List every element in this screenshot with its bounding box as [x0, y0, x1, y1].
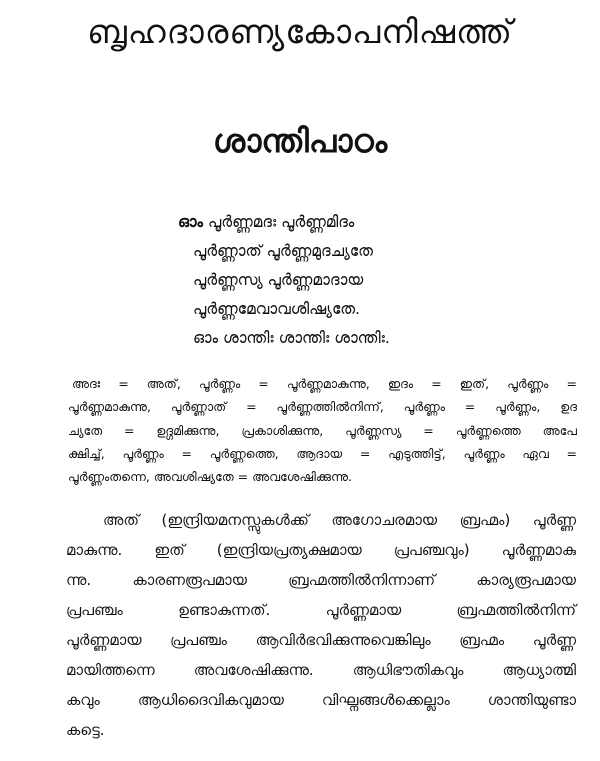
glossary-line: അദഃ = അത്, പൂർണ്ണം = പൂർണ്ണമാകുന്നു, ഇദം = ഇത്, പൂർണ്ണം =: [72, 376, 577, 391]
commentary-line: മായിത്തന്നെ അവശേഷിക്കുന്നു. ആധിഭൗതികവും ആധ്യാത്മി: [66, 661, 576, 679]
om-syllable: ഓം: [178, 213, 204, 231]
verse-line: [178, 208, 513, 237]
commentary-line: അത് (ഇന്ദ്രിയമനസ്സുകൾക്ക് അഗോചരമായ ബ്രഹ്മം) പൂർണ്ണ: [103, 511, 576, 529]
commentary-line: ന്നു. കാരണരൂപമായ ബ്രഹ്മത്തിൽനിന്നാണ് കാര്യരൂപമായ: [66, 571, 576, 589]
commentary-paragraph: [66, 505, 576, 745]
glossary-line: ക്ഷിച്ച്, പൂർണ്ണം = പൂർണ്ണത്തെ, ആദായ = എടുത്തിട്ട്, പൂർണ്ണം ഏവ =: [68, 445, 577, 461]
verse-line: പൂർണ്ണമേവാവശിഷ്യതേ.: [193, 300, 360, 318]
shanti-mantra-verse: [178, 208, 513, 353]
glossary-line: പൂർണ്ണംതന്നെ, അവശിഷ്യതേ = അവശേഷിക്കുന്നു.: [68, 469, 352, 485]
verse-line: പൂർണ്ണസ്യ പൂർണ്ണമാദായ: [193, 271, 364, 289]
book-title: ബൃഹദാരണ്യകോപനിഷത്ത്: [87, 12, 513, 51]
verse-line: പൂർണ്ണാത് പൂർണ്ണമുദച്യതേ: [193, 242, 373, 260]
glossary-line: പൂർണ്ണമാകുന്നു, പൂർണ്ണാത് = പൂർണ്ണത്തിൽനിന്ന്, പൂർണ്ണം = പൂർണ്ണം, ഉദ: [68, 399, 577, 415]
commentary-line: പ്രപഞ്ചം ഉണ്ടാകുന്നത്. പൂർണ്ണമായ ബ്രഹ്മത്തിൽനിന്ന്: [66, 601, 576, 619]
verse-line-text: പൂർണ്ണമദഃ പൂർണ്ണമിദം: [207, 213, 355, 231]
section-title: ശാന്തിപാഠം: [212, 122, 388, 160]
commentary-line: മാകുന്നു. ഇത് (ഇന്ദ്രിയപ്രത്യക്ഷമായ പ്രപഞ്ചവും) പൂർണ്ണമാകു: [66, 541, 576, 559]
commentary-line: കവും ആധിദൈവികവുമായ വിഘ്നങ്ങൾക്കെല്ലാം ശാന്തിയുണ്ടാ: [66, 691, 576, 709]
commentary-line: കട്ടെ.: [66, 721, 105, 739]
verse-line: ഓം ശാന്തിഃ ശാന്തിഃ ശാന്തിഃ.: [193, 329, 390, 347]
glossary-line: ച്യതേ = ഉദ്ഗമിക്കുന്നു, പ്രകാശിക്കുന്നു, പൂർണ്ണസ്യ = പൂർണ്ണത്തെ അപേ: [68, 422, 577, 438]
word-meaning-glossary: [68, 372, 577, 488]
commentary-line: പൂർണ്ണമായ പ്രപഞ്ചം ആവിർഭവിക്കുന്നുവെങ്കിലും ബ്രഹ്മം പൂർണ്ണ: [66, 631, 576, 649]
